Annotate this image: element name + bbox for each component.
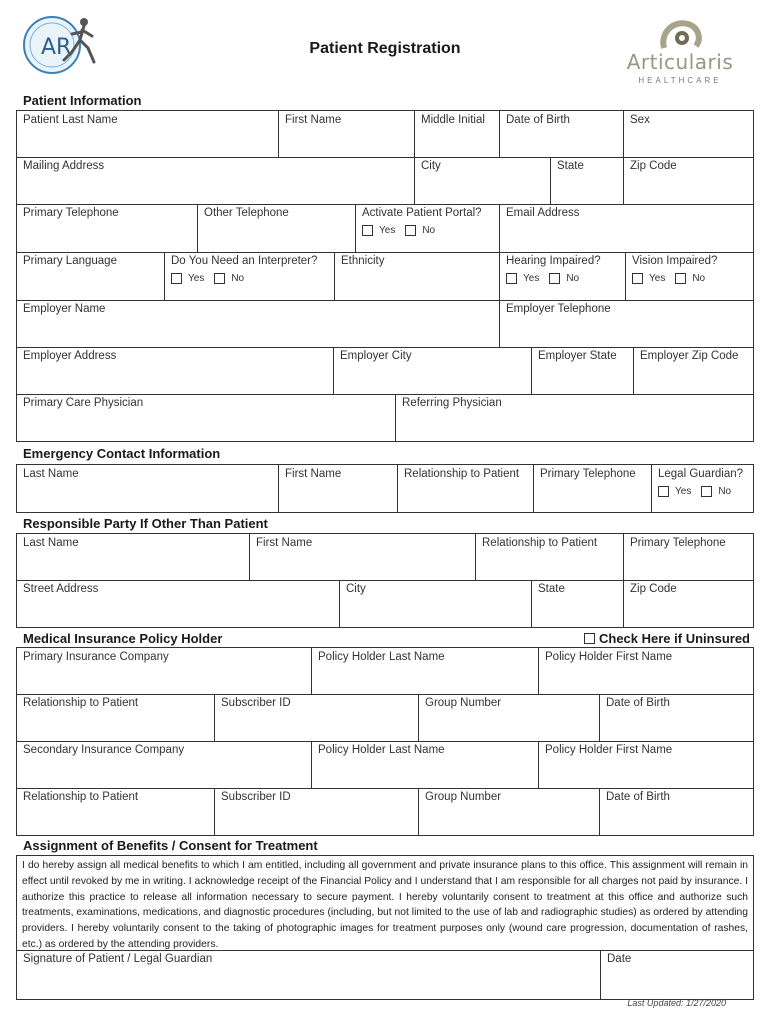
signature-row <box>16 950 754 1000</box>
patient-city-field[interactable]: City <box>415 157 551 205</box>
responsible-row-1 <box>16 533 754 581</box>
secondary-relationship-field[interactable]: Relationship to Patient <box>17 788 215 836</box>
insurance-row-1 <box>16 647 754 695</box>
secondary-holder-first-name-field[interactable]: Policy Holder First Name <box>539 741 754 789</box>
hearing-yes-checkbox[interactable] <box>506 273 517 284</box>
primary-group-number-field[interactable]: Group Number <box>419 694 600 742</box>
responsible-row-2 <box>16 580 754 628</box>
articularis-wordmark: Articularis <box>626 50 734 74</box>
insurance-row-3 <box>16 741 754 789</box>
portal-field: Activate Patient Portal? Yes No <box>356 204 500 253</box>
employer-zip-field[interactable]: Employer Zip Code <box>634 347 754 395</box>
section-insurance-title: Medical Insurance Policy Holder <box>23 631 223 646</box>
section-responsible-title: Responsible Party If Other Than Patient <box>23 516 268 531</box>
consent-text: I do hereby assign all medical benefits to which I am entitled, including all government and private insurance plans to this office. This assignment will remain in effect until revoked by me in writing. I acknowledge receipt of the Financial Policy and I understand that I am responsible for all charges not paid by insurance. I authorize this practice to release all information necessary to secure payment. I hereby voluntarily consent to treatment at this office and authorize such treatments, examinations, medications, and diagnostic procedures (including, but not limited to the use of lab and radiographic studies) as ordered by attending providers. I hereby voluntarily consent to the taking of photographic images for treatment purposes only (wound care progression, documentation of rashes, etc.) as ordered by the attending providers. <box>16 855 754 951</box>
emergency-last-name-field[interactable]: Last Name <box>17 465 279 513</box>
primary-holder-dob-field[interactable]: Date of Birth <box>600 694 754 742</box>
hearing-yes-option[interactable]: Yes <box>506 273 539 284</box>
primary-holder-first-name-field[interactable]: Policy Holder First Name <box>539 648 754 695</box>
guardian-yes-option[interactable]: Yes <box>658 486 691 497</box>
articularis-subtitle: HEALTHCARE <box>638 76 722 85</box>
signature-date-field[interactable]: Date <box>607 953 632 965</box>
hearing-no-option[interactable]: No <box>549 273 579 284</box>
primary-telephone-field[interactable]: Primary Telephone <box>17 204 198 253</box>
emergency-relationship-field[interactable]: Relationship to Patient <box>398 465 534 513</box>
legal-guardian-field: Legal Guardian? Yes No <box>652 465 754 513</box>
patient-row-3 <box>16 204 754 253</box>
secondary-insurance-company-field[interactable]: Secondary Insurance Company <box>17 741 312 789</box>
primary-subscriber-id-field[interactable]: Subscriber ID <box>215 694 419 742</box>
secondary-subscriber-id-field[interactable]: Subscriber ID <box>215 788 419 836</box>
vision-no-checkbox[interactable] <box>675 273 686 284</box>
emergency-row <box>16 464 754 513</box>
portal-no-option[interactable]: No <box>405 225 435 236</box>
ar-logo-initials: AR <box>41 35 72 60</box>
responsible-zip-field[interactable]: Zip Code <box>624 580 754 628</box>
vision-yes-checkbox[interactable] <box>632 273 643 284</box>
vision-no-option[interactable]: No <box>675 273 705 284</box>
patient-row-5 <box>16 300 754 348</box>
interpreter-no-checkbox[interactable] <box>214 273 225 284</box>
vision-yes-option[interactable]: Yes <box>632 273 665 284</box>
patient-row-2 <box>16 157 754 205</box>
employer-address-field[interactable]: Employer Address <box>17 347 334 395</box>
section-consent-title: Assignment of Benefits / Consent for Treatment <box>23 838 318 853</box>
patient-middle-initial-field[interactable]: Middle Initial <box>415 111 500 158</box>
hearing-impaired-field: Hearing Impaired? Yes No <box>500 252 626 301</box>
uninsured-checkbox[interactable] <box>584 633 595 644</box>
primary-language-field[interactable]: Primary Language <box>17 252 165 301</box>
primary-holder-last-name-field[interactable]: Policy Holder Last Name <box>312 648 539 695</box>
patient-row-7 <box>16 394 754 442</box>
portal-no-checkbox[interactable] <box>405 225 416 236</box>
vision-impaired-field: Vision Impaired? Yes No <box>626 252 754 301</box>
insurance-row-2 <box>16 694 754 742</box>
interpreter-no-option[interactable]: No <box>214 273 244 284</box>
portal-yes-option[interactable]: Yes <box>362 225 395 236</box>
guardian-options <box>658 486 747 497</box>
vision-options <box>632 273 747 284</box>
primary-insurance-company-field[interactable]: Primary Insurance Company <box>17 648 312 695</box>
hearing-no-checkbox[interactable] <box>549 273 560 284</box>
responsible-street-field[interactable]: Street Address <box>17 580 340 628</box>
interpreter-yes-checkbox[interactable] <box>171 273 182 284</box>
primary-relationship-field[interactable]: Relationship to Patient <box>17 694 215 742</box>
guardian-no-checkbox[interactable] <box>701 486 712 497</box>
interpreter-yes-option[interactable]: Yes <box>171 273 204 284</box>
employer-telephone-field[interactable]: Employer Telephone <box>500 300 754 348</box>
employer-city-field[interactable]: Employer City <box>334 347 532 395</box>
patient-row-6 <box>16 347 754 395</box>
other-telephone-field[interactable]: Other Telephone <box>198 204 356 253</box>
patient-row-1 <box>16 110 754 158</box>
responsible-relationship-field[interactable]: Relationship to Patient <box>476 534 624 581</box>
employer-name-field[interactable]: Employer Name <box>17 300 500 348</box>
patient-sex-field[interactable]: Sex <box>624 111 754 158</box>
patient-first-name-field[interactable]: First Name <box>279 111 415 158</box>
patient-row-4 <box>16 252 754 301</box>
patient-dob-field[interactable]: Date of Birth <box>500 111 624 158</box>
insurance-row-4 <box>16 788 754 836</box>
section-patient-title: Patient Information <box>23 93 142 108</box>
responsible-telephone-field[interactable]: Primary Telephone <box>624 534 754 581</box>
mailing-address-field[interactable]: Mailing Address <box>17 157 415 205</box>
email-address-field[interactable]: Email Address <box>500 204 754 253</box>
secondary-holder-last-name-field[interactable]: Policy Holder Last Name <box>312 741 539 789</box>
responsible-state-field[interactable]: State <box>532 580 624 628</box>
patient-last-name-field[interactable]: Patient Last Name <box>17 111 279 158</box>
responsible-first-name-field[interactable]: First Name <box>250 534 476 581</box>
employer-state-field[interactable]: Employer State <box>532 347 634 395</box>
guardian-no-option[interactable]: No <box>701 486 731 497</box>
emergency-telephone-field[interactable]: Primary Telephone <box>534 465 652 513</box>
ethnicity-field[interactable]: Ethnicity <box>335 252 500 301</box>
portal-yes-checkbox[interactable] <box>362 225 373 236</box>
secondary-group-number-field[interactable]: Group Number <box>419 788 600 836</box>
page-title: Patient Registration <box>309 40 461 57</box>
uninsured-checkbox-label[interactable]: Check Here if Uninsured <box>584 631 750 646</box>
responsible-city-field[interactable]: City <box>340 580 532 628</box>
signature-field[interactable]: Signature of Patient / Legal Guardian <box>17 950 601 999</box>
last-updated-footer: Last Updated: 1/27/2020 <box>627 998 726 1008</box>
portal-options <box>362 225 493 236</box>
patient-state-field[interactable]: State <box>551 157 624 205</box>
patient-zip-field[interactable]: Zip Code <box>624 157 754 205</box>
guardian-yes-checkbox[interactable] <box>658 486 669 497</box>
referring-physician-field[interactable]: Referring Physician <box>396 394 754 442</box>
interpreter-field: Do You Need an Interpreter? Yes No <box>165 252 335 301</box>
interpreter-options <box>171 273 328 284</box>
primary-care-physician-field[interactable]: Primary Care Physician <box>17 394 396 442</box>
hearing-options <box>506 273 619 284</box>
emergency-first-name-field[interactable]: First Name <box>279 465 398 513</box>
secondary-holder-dob-field[interactable]: Date of Birth <box>600 788 754 836</box>
section-emergency-title: Emergency Contact Information <box>23 446 221 461</box>
responsible-last-name-field[interactable]: Last Name <box>17 534 250 581</box>
